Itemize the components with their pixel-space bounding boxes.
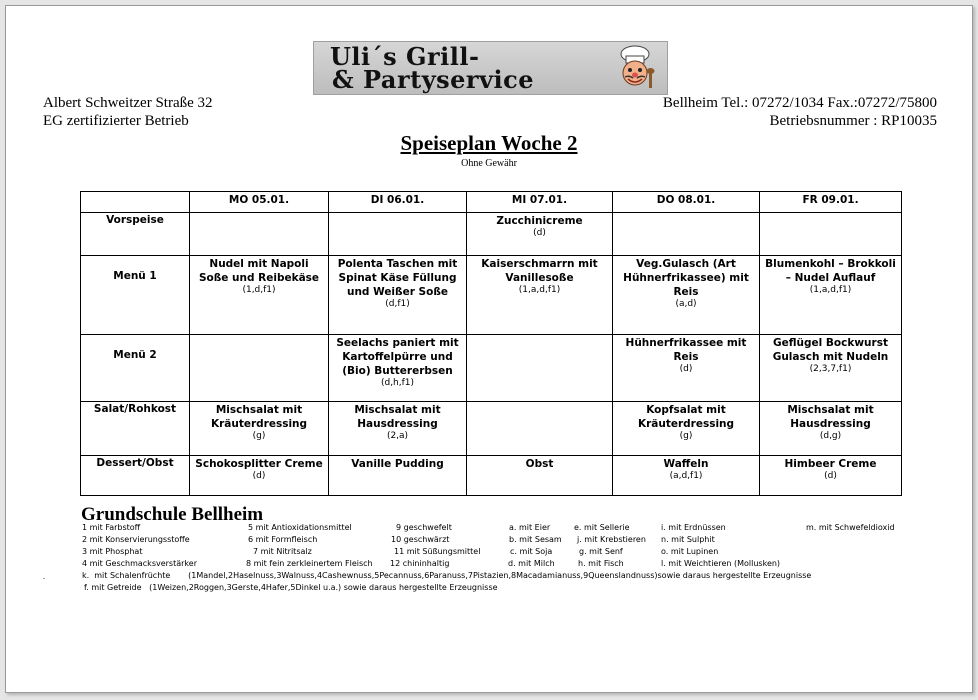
dish-name: Polenta Taschen mit Spinat Käse Füllung und Weißer Soße [337, 258, 458, 298]
legend-item: 7 mit Nitritsalz [253, 547, 312, 556]
legend-item: 12 chininhaltig [390, 559, 450, 568]
allergen-codes: (a,d,f1) [669, 471, 703, 481]
allergen-codes: (d) [252, 471, 266, 481]
menu-page [5, 5, 973, 693]
business-number: Betriebsnummer : RP10035 [769, 113, 937, 129]
meal-cell [613, 256, 760, 335]
dish-name: Kaiserschmarrn mit Vanillesoße [481, 258, 598, 284]
header-empty-cell [81, 192, 190, 213]
day-header: DO 08.01. [613, 192, 760, 213]
dish-name: Schokosplitter Creme [195, 458, 323, 470]
dish-name: Waffeln [663, 458, 709, 470]
disclaimer: Ohne Gewähr [461, 158, 517, 169]
legend-item: 10 geschwärzt [391, 535, 450, 544]
meal-cell [329, 335, 467, 402]
legend-bullet: . [43, 572, 45, 581]
legend-item: 1 mit Farbstoff [82, 523, 141, 532]
legend-nuts: k. mit Schalenfrüchte (1Mandel,2Haselnuss,3Walnuss,4Cashewnuss,5Pecannuss,6Paranuss,7Pistazien,8Macadamianuss,9Queenslandnuss)sowie daraus hergestellte Erzeugnisse [82, 571, 812, 580]
legend-item: 5 mit Antioxidationsmittel [248, 523, 352, 532]
legend-item: 4 mit Geschmacksverstärker [82, 559, 197, 568]
dish-name: Mischsalat mit Hausdressing [787, 404, 874, 430]
page-title-text: Speiseplan Woche 2 [400, 131, 578, 155]
allergen-codes: (g) [252, 431, 266, 441]
allergen-codes: (1,a,d,f1) [518, 285, 561, 295]
allergen-codes: (2,3,7,f1) [809, 364, 852, 374]
table-row [81, 256, 902, 335]
meal-cell [190, 213, 329, 256]
day-header: DI 06.01. [329, 192, 467, 213]
meal-cell [467, 213, 613, 256]
row-label: Dessert/Obst [81, 456, 190, 496]
day-header: MO 05.01. [190, 192, 329, 213]
allergen-codes: (d,g) [819, 431, 842, 441]
legend-item: 2 mit Konservierungsstoffe [82, 535, 190, 544]
day-header: MI 07.01. [467, 192, 613, 213]
dish-name: Mischsalat mit Kräuterdressing [210, 404, 308, 430]
row-label: Menü 1 [81, 256, 190, 335]
legend-item: h. mit Fisch [578, 559, 624, 568]
dish-name: Nudel mit Napoli Soße und Reibekäse [198, 258, 320, 284]
dish-name: Mischsalat mit Hausdressing [354, 404, 441, 430]
school-name: Grundschule Bellheim [81, 504, 264, 525]
meal-cell [329, 402, 467, 456]
meal-plan-table [80, 191, 902, 496]
allergen-codes: (d) [824, 471, 837, 481]
dish-name: Vanille Pudding [351, 458, 444, 470]
legend-item: g. mit Senf [579, 547, 623, 556]
legend-grains: f. mit Getreide (1Weizen,2Roggen,3Gerste,4Hafer,5Dinkel u.a.) sowie daraus hergestellte Erzeugnisse [84, 583, 498, 592]
legend-item: 6 mit Formfleisch [248, 535, 318, 544]
meal-cell [190, 256, 329, 335]
allergen-codes: (g) [679, 431, 693, 441]
legend-item: i. mit Erdnüssen [661, 523, 726, 532]
meal-cell [760, 213, 902, 256]
table-row [81, 456, 902, 496]
meal-cell [467, 335, 613, 402]
dish-name: Himbeer Creme [784, 458, 877, 470]
meal-cell [329, 456, 467, 496]
contact-info: Bellheim Tel.: 07272/1034 Fax.:07272/75800 [662, 95, 937, 111]
meal-cell [613, 456, 760, 496]
legend-item: e. mit Sellerie [574, 523, 630, 532]
certification: EG zertifizierter Betrieb [43, 113, 189, 129]
legend-item: 8 mit fein zerkleinertem Fleisch [246, 559, 373, 568]
allergen-codes: (a,d) [675, 299, 697, 309]
row-label: Menü 2 [81, 335, 190, 402]
meal-cell [467, 402, 613, 456]
meal-cell [613, 213, 760, 256]
meal-cell [613, 402, 760, 456]
allergen-codes: (1,d,f1) [242, 285, 276, 295]
row-label: Salat/Rohkost [81, 402, 190, 456]
meal-cell [329, 213, 467, 256]
dish-name: Zucchinicreme [496, 215, 583, 227]
table-row [81, 402, 902, 456]
meal-cell [190, 402, 329, 456]
legend-item: j. mit Krebstieren [577, 535, 646, 544]
dish-name: Geflügel Bockwurst Gulasch mit Nudeln [772, 337, 889, 363]
meal-cell [760, 256, 902, 335]
table-row [81, 335, 902, 402]
legend-item: n. mit Sulphit [661, 535, 715, 544]
meal-cell [329, 256, 467, 335]
company-logo [313, 41, 668, 95]
legend-item: b. mit Sesam [509, 535, 562, 544]
allergen-codes: (d,h,f1) [380, 378, 415, 388]
dish-name: Seelachs paniert mit Kartoffelpürre und (Bio) Buttererbsen [336, 337, 459, 377]
meal-cell [613, 335, 760, 402]
dish-name: Obst [525, 458, 554, 470]
allergen-codes: (d,f1) [385, 299, 410, 309]
allergen-codes: (d) [679, 364, 693, 374]
legend-item: o. mit Lupinen [661, 547, 719, 556]
chef-icon [609, 44, 661, 92]
legend-item: l. mit Weichtieren (Mollusken) [661, 559, 781, 568]
page-title [6, 131, 972, 156]
allergen-codes: (1,a,d,f1) [809, 285, 852, 295]
dish-name: Kopfsalat mit Kräuterdressing [637, 404, 735, 430]
meal-cell [467, 256, 613, 335]
meal-cell [190, 456, 329, 496]
meal-cell [760, 456, 902, 496]
address: Albert Schweitzer Straße 32 [43, 95, 213, 111]
legend-item: 3 mit Phosphat [82, 547, 143, 556]
allergen-codes: (d) [533, 228, 546, 238]
legend-item: m. mit Schwefeldioxid [806, 523, 895, 532]
logo-text-line-2: & Partyservice [332, 65, 535, 94]
meal-cell [190, 335, 329, 402]
legend-item: c. mit Soja [510, 547, 553, 556]
row-label: Vorspeise [81, 213, 190, 256]
legend-item: 11 mit Süßungsmittel [394, 547, 481, 556]
legend-item: 9 geschwefelt [396, 523, 452, 532]
logo-text-line-1: Uli´s Grill- [330, 42, 480, 71]
meal-cell [467, 456, 613, 496]
day-header: FR 09.01. [760, 192, 902, 213]
dish-name: Veg.Gulasch (Art Hühnerfrikassee) mit Reis [623, 258, 749, 298]
meal-cell [760, 335, 902, 402]
legend-item: d. mit Milch [508, 559, 555, 568]
dish-name: Blumenkohl – Brokkoli – Nudel Auflauf [765, 258, 896, 284]
dish-name: Hühnerfrikassee mit Reis [625, 337, 747, 363]
legend-item: a. mit Eier [509, 523, 551, 532]
allergen-codes: (2,a) [386, 431, 409, 441]
meal-cell [760, 402, 902, 456]
table-header-row [81, 192, 902, 213]
table-row [81, 213, 902, 256]
